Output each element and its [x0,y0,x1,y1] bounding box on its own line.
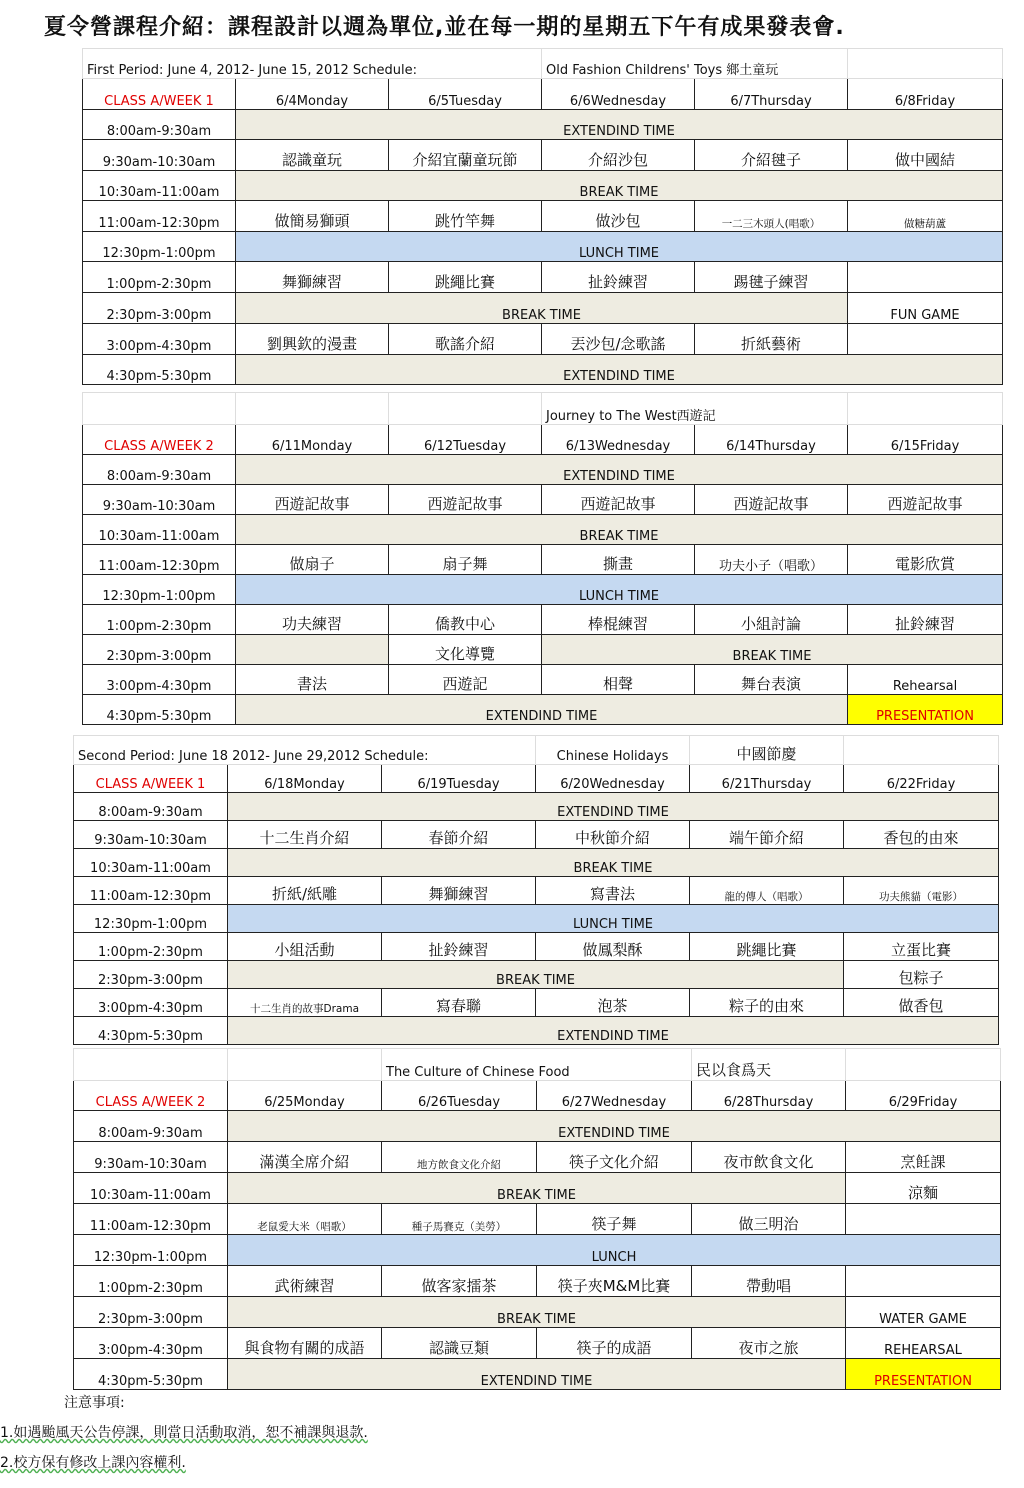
activity-cell: 做三明治 [692,1204,846,1235]
activity-cell: 做扇子 [236,545,389,575]
blank-cell [848,49,1003,79]
time-slot: 9:30am-10:30am [83,140,236,171]
break-time: BREAK TIME [236,515,1003,545]
time-slot: 8:00am-9:30am [74,793,228,821]
day-header: 6/13Wednesday [542,425,695,455]
activity-cell: 舞獅練習 [236,262,389,293]
activity-cell: 丟沙包/念歌謠 [542,324,695,355]
activity-cell: 一二三木頭人(唱歌） [695,201,848,232]
lunch-time: LUNCH TIME [228,905,999,933]
activity-cell: 跳繩比賽 [389,262,542,293]
blank-cell [236,393,389,425]
schedule-period2-week2 [73,1048,1001,1390]
time-slot: 12:30pm-1:00pm [83,575,236,605]
time-slot: 10:30am-11:00am [83,515,236,545]
schedule-period1-week1 [82,48,1003,385]
day-header: 6/19Tuesday [382,765,536,793]
activity-cell: 老鼠愛大米（唱歌） [228,1204,382,1235]
lunch-time: LUNCH TIME [236,575,1003,605]
activity-cell: 踢毽子練習 [695,262,848,293]
activity-cell: 香包的由來 [844,821,999,849]
activity-cell: 相聲 [542,665,695,695]
activity-cell: 春節介紹 [382,821,536,849]
activity-cell: 功夫小子（唱歌） [695,545,848,575]
activity-cell: 筷子舞 [537,1204,692,1235]
blank-cell [83,393,236,425]
time-slot: 12:30pm-1:00pm [83,232,236,262]
fun-game: FUN GAME [848,293,1003,324]
time-slot: 2:30pm-3:00pm [74,961,228,989]
extending-time: EXTENDIND TIME [236,455,1003,485]
activity-cell: 扇子舞 [389,545,542,575]
activity-cell: 滿漢全席介紹 [228,1142,382,1173]
day-header: 6/27Wednesday [537,1081,692,1111]
activity-cell: 與食物有關的成語 [228,1328,382,1359]
activity-cell: 僑教中心 [389,605,542,635]
break-time: BREAK TIME [236,171,1003,201]
day-header: 6/11Monday [236,425,389,455]
activity-cell: 扯鈴練習 [848,605,1003,635]
day-header: 6/18Monday [228,765,382,793]
activity-cell: 功夫練習 [236,605,389,635]
presentation-badge: PRESENTATION [848,695,1003,725]
activity-cell: 小組活動 [228,933,382,961]
activity-cell: 立蛋比賽 [844,933,999,961]
time-slot: 12:30pm-1:00pm [74,1235,228,1266]
activity-cell: 認識豆類 [382,1328,537,1359]
time-slot: 11:00am-12:30pm [83,201,236,232]
period-header: Second Period: June 18 2012- June 29,2012 Schedule: [74,736,536,765]
blank-cell [846,1049,1001,1081]
water-game: WATER GAME [846,1297,1001,1328]
activity-cell: 做沙包 [542,201,695,232]
break-time: BREAK TIME [228,849,999,877]
activity-cell: 泡茶 [536,989,690,1017]
activity-cell: REHEARSAL [846,1328,1001,1359]
activity-cell: 撕畫 [542,545,695,575]
extending-time: EXTENDIND TIME [236,355,1003,385]
activity-cell: 做中國結 [848,140,1003,171]
time-slot: 3:00pm-4:30pm [83,324,236,355]
activity-cell: 做鳳梨酥 [536,933,690,961]
activity-cell: 種子馬賽克（美勞） [382,1204,537,1235]
activity-cell: 西遊記 [389,665,542,695]
day-header: 6/20Wednesday [536,765,690,793]
activity-cell: 歌謠介紹 [389,324,542,355]
activity-cell: 西遊記故事 [236,485,389,515]
activity-cell: 包粽子 [844,961,999,989]
activity-cell: 做簡易獅頭 [236,201,389,232]
blank-cell [844,736,999,765]
extending-time: EXTENDIND TIME [228,793,999,821]
activity-cell: 粽子的由來 [690,989,844,1017]
time-slot: 4:30pm-5:30pm [83,355,236,385]
day-header: 6/6Wednesday [542,79,695,110]
activity-cell: 夜市飲食文化 [692,1142,846,1173]
time-slot: 11:00am-12:30pm [83,545,236,575]
note-item: 1.如遇颱風天公告停課，則當日活動取消，恕不補課與退款. [0,1425,368,1441]
note-item: 2.校方保有修改上課內容權利. [0,1455,186,1471]
day-header: 6/21Thursday [690,765,844,793]
break-cell [236,635,389,665]
blank-cell [74,1049,228,1081]
activity-cell: 涼麵 [846,1173,1001,1204]
time-slot: 10:30am-11:00am [74,849,228,877]
activity-cell: 舞獅練習 [382,877,536,905]
notes-heading: 注意事項: [64,1395,125,1411]
day-header: 6/22Friday [844,765,999,793]
lunch-time: LUNCH TIME [236,232,1003,262]
activity-cell: 折紙藝術 [695,324,848,355]
time-slot: 2:30pm-3:00pm [83,293,236,324]
time-slot: 11:00am-12:30pm [74,1204,228,1235]
activity-cell: 十二生肖的故事Drama [228,989,382,1017]
activity-cell: 端午節介紹 [690,821,844,849]
activity-cell: 寫春聯 [382,989,536,1017]
activity-cell: 認識童玩 [236,140,389,171]
time-slot: 10:30am-11:00am [83,171,236,201]
activity-cell: 介紹宜蘭童玩節 [389,140,542,171]
blank-cell [228,1049,382,1081]
extending-time: EXTENDIND TIME [236,110,1003,140]
activity-cell: 西遊記故事 [695,485,848,515]
activity-cell: Rehearsal [848,665,1003,695]
break-time: BREAK TIME [228,1173,846,1204]
activity-cell: 折紙/紙雕 [228,877,382,905]
day-header: 6/12Tuesday [389,425,542,455]
activity-cell: 西遊記故事 [542,485,695,515]
time-slot: 1:00pm-2:30pm [74,933,228,961]
day-header: 6/25Monday [228,1081,382,1111]
activity-cell: 夜市之旅 [692,1328,846,1359]
page-title: 夏令營課程介紹：課程設計以週為單位,並在每一期的星期五下午有成果發表會. [44,15,845,40]
activity-cell: 中秋節介紹 [536,821,690,849]
time-slot: 1:00pm-2:30pm [83,605,236,635]
day-header: 6/7Thursday [695,79,848,110]
week-theme: The Culture of Chinese Food [382,1049,692,1081]
extending-time: EXTENDIND TIME [236,695,848,725]
activity-cell: 做糖葫蘆 [848,201,1003,232]
activity-cell: 筷子夾M&M比賽 [537,1266,692,1297]
activity-cell: 書法 [236,665,389,695]
break-time: BREAK TIME [228,961,844,989]
extending-time: EXTENDIND TIME [228,1017,999,1045]
lunch-time: LUNCH [228,1235,1001,1266]
blank-cell [848,324,1003,355]
activity-cell: 跳竹竿舞 [389,201,542,232]
time-slot: 9:30am-10:30am [83,485,236,515]
time-slot: 3:00pm-4:30pm [74,989,228,1017]
time-slot: 2:30pm-3:00pm [74,1297,228,1328]
break-time: BREAK TIME [228,1297,846,1328]
day-header: 6/5Tuesday [389,79,542,110]
activity-cell: 西遊記故事 [389,485,542,515]
activity-cell: 棒棍練習 [542,605,695,635]
activity-cell: 烹飪課 [846,1142,1001,1173]
day-header: 6/15Friday [848,425,1003,455]
activity-cell: 筷子的成語 [537,1328,692,1359]
activity-cell: 劉興欽的漫畫 [236,324,389,355]
activity-cell: 介紹沙包 [542,140,695,171]
blank-cell [848,393,1003,425]
time-slot: 8:00am-9:30am [74,1111,228,1142]
blank-cell [846,1266,1001,1297]
day-header: 6/26Tuesday [382,1081,537,1111]
time-slot: 9:30am-10:30am [74,1142,228,1173]
activity-cell: 武術練習 [228,1266,382,1297]
time-slot: 8:00am-9:30am [83,455,236,485]
activity-cell: 扯鈴練習 [542,262,695,293]
time-slot: 10:30am-11:00am [74,1173,228,1204]
activity-cell: 小組討論 [695,605,848,635]
class-label: CLASS A/WEEK 2 [83,425,236,455]
time-slot: 1:00pm-2:30pm [74,1266,228,1297]
time-slot: 4:30pm-5:30pm [83,695,236,725]
notes-section [0,1388,368,1478]
blank-cell [389,393,542,425]
activity-cell: 文化導覽 [389,635,542,665]
day-header: 6/4Monday [236,79,389,110]
class-label: CLASS A/WEEK 1 [74,765,228,793]
activity-cell: 做香包 [844,989,999,1017]
schedule-period1-week2 [82,392,1003,725]
class-label: CLASS A/WEEK 2 [74,1081,228,1111]
activity-cell: 筷子文化介紹 [537,1142,692,1173]
activity-cell: 扯鈴練習 [382,933,536,961]
time-slot: 9:30am-10:30am [74,821,228,849]
schedule-period2-week1 [73,735,999,1045]
activity-cell: 地方飲食文化介紹 [382,1142,537,1173]
blank-cell [848,262,1003,293]
time-slot: 2:30pm-3:00pm [83,635,236,665]
activity-cell: 帶動唱 [692,1266,846,1297]
day-header: 6/14Thursday [695,425,848,455]
extending-time: EXTENDIND TIME [228,1111,1001,1142]
activity-cell: 西遊記故事 [848,485,1003,515]
day-header: 6/29Friday [846,1081,1001,1111]
activity-cell: 龍的傳人（唱歌） [690,877,844,905]
activity-cell: 介紹毽子 [695,140,848,171]
time-slot: 12:30pm-1:00pm [74,905,228,933]
period-header: First Period: June 4, 2012- June 15, 2012 Schedule: [83,49,542,79]
activity-cell: 做客家擂茶 [382,1266,537,1297]
week-theme-zh: 中國節慶 [690,736,844,765]
week-theme-zh: 民以食爲天 [692,1049,846,1081]
activity-cell: 十二生肖介紹 [228,821,382,849]
break-time: BREAK TIME [236,293,848,324]
week-theme: Chinese Holidays [536,736,690,765]
week-theme: Old Fashion Childrens' Toys 鄉土童玩 [542,49,848,79]
activity-cell: 寫書法 [536,877,690,905]
time-slot: 3:00pm-4:30pm [83,665,236,695]
time-slot: 4:30pm-5:30pm [74,1359,228,1390]
time-slot: 8:00am-9:30am [83,110,236,140]
time-slot: 11:00am-12:30pm [74,877,228,905]
time-slot: 3:00pm-4:30pm [74,1328,228,1359]
week-theme: Journey to The West西遊記 [542,393,848,425]
activity-cell: 功夫熊貓（電影） [844,877,999,905]
activity-cell: 跳繩比賽 [690,933,844,961]
time-slot: 1:00pm-2:30pm [83,262,236,293]
extending-time: EXTENDIND TIME [228,1359,846,1390]
day-header: 6/28Thursday [692,1081,846,1111]
class-label: CLASS A/WEEK 1 [83,79,236,110]
activity-cell: 舞台表演 [695,665,848,695]
time-slot: 4:30pm-5:30pm [74,1017,228,1045]
blank-cell [846,1204,1001,1235]
presentation-badge: PRESENTATION [846,1359,1001,1390]
day-header: 6/8Friday [848,79,1003,110]
activity-cell: 電影欣賞 [848,545,1003,575]
break-time: BREAK TIME [542,635,1003,665]
